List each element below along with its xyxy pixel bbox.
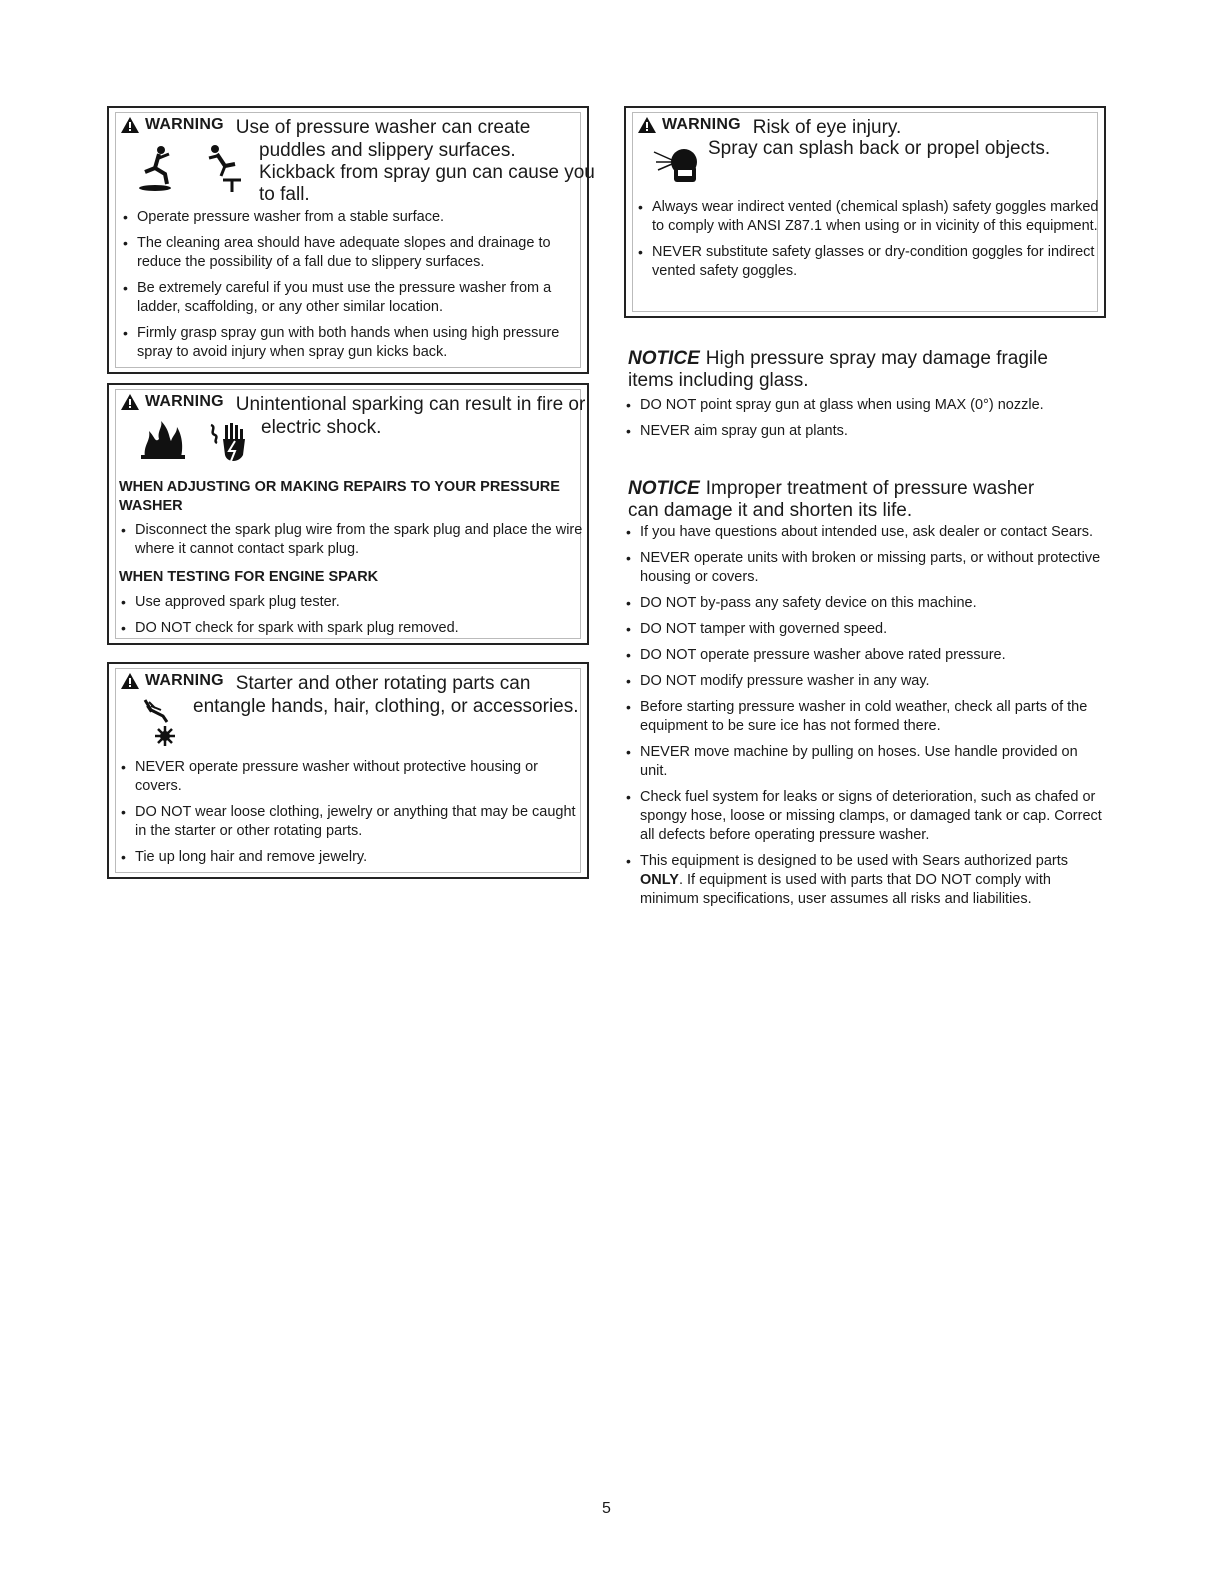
warning-title-line1: Use of pressure washer can create (235, 117, 531, 138)
list-item: • Use approved spark plug tester. (119, 593, 583, 612)
list-item: • DO NOT wear loose clothing, jewelry or anything that may be caught in the starter or other rotating parts. (119, 803, 583, 841)
list-item: • DO NOT point spray gun at glass when using MAX (0°) nozzle. (624, 396, 1102, 415)
slip-hazard-icon (137, 144, 183, 192)
warning-header (121, 393, 585, 416)
emphasis-only: ONLY (640, 872, 679, 888)
section-heading-spark: WHEN TESTING FOR ENGINE SPARK (119, 569, 379, 585)
list-item: • DO NOT operate pressure washer above rated pressure. (624, 646, 1108, 665)
list-item: • NEVER operate units with broken or missing parts, or without protective housing or covers. (624, 549, 1108, 587)
fall-hazard-icon (201, 144, 243, 192)
list-item: • The cleaning area should have adequate slopes and drainage to reduce the possibility of a fall due to slippery surfaces. (121, 234, 583, 272)
list-item: • NEVER operate pressure washer without protective housing or covers. (119, 758, 583, 796)
warning-box-rotating (107, 662, 589, 879)
list-item: • NEVER move machine by pulling on hoses. Use handle provided on unit. (624, 743, 1108, 781)
warning-triangle-icon (121, 394, 139, 410)
electric-shock-icon (207, 421, 247, 465)
warning-label: WARNING (145, 393, 224, 410)
notice-label: NOTICE (628, 478, 700, 499)
list-item: • DO NOT tamper with governed speed. (624, 620, 1108, 639)
warning-title-line1: Starter and other rotating parts can (235, 673, 531, 694)
list-item: • This equipment is designed to be used with Sears authorized parts ONLY. If equipment is used with parts that DO NOT comply with minimum specifications, user assumes all risks and liabilities. (624, 852, 1108, 909)
list-item: • Disconnect the spark plug wire from the spark plug and place the wire where it cannot contact spark plug. (119, 521, 583, 559)
list-item: • If you have questions about intended use, ask dealer or contact Sears. (624, 523, 1108, 542)
list-item: • Tie up long hair and remove jewelry. (119, 848, 583, 867)
list-item: • Always wear indirect vented (chemical splash) safety goggles marked to comply with ANSI Z87.1 when using or in vicinity of this equipment. (636, 198, 1100, 236)
warning-title-line2: puddles and slippery surfaces. (259, 140, 516, 161)
notice-bullets-treatment (624, 523, 1108, 916)
notice-text: Improper treatment of pressure washer can damage it and shorten its life. (628, 478, 1035, 521)
list-item: • Operate pressure washer from a stable surface. (121, 208, 583, 227)
list-item: • Firmly grasp spray gun with both hands when using high pressure spray to avoid injury when spray gun kicks back. (121, 324, 583, 362)
warning-title-line4: to fall. (259, 184, 310, 205)
warning-label: WARNING (145, 116, 224, 133)
list-item: • DO NOT modify pressure washer in any way. (624, 672, 1108, 691)
list-item: • Be extremely careful if you must use the pressure washer from a ladder, scaffolding, or any other similar location. (121, 279, 583, 317)
page-number: 5 (602, 1500, 611, 1517)
list-item: • Check fuel system for leaks or signs of deterioration, such as chafed or spongy hose, loose or missing clamps, or damaged tank or cap. Correct all defects before operating pressure washer. (624, 788, 1108, 845)
warning-triangle-icon (638, 117, 656, 133)
warning-header (121, 116, 530, 139)
warning-label: WARNING (145, 672, 224, 689)
list-item: • Before starting pressure washer in cold weather, check all parts of the equipment to be sure ice has not formed there. (624, 698, 1108, 736)
warning-title-line1: Risk of eye injury. (752, 117, 902, 138)
list-item: • NEVER aim spray gun at plants. (624, 422, 1102, 441)
warning-box-slip (107, 106, 595, 374)
warning-header (638, 116, 901, 139)
warning-bullets (121, 208, 583, 369)
list-item: • DO NOT by-pass any safety device on this machine. (624, 594, 1108, 613)
section-heading-repairs: WHEN ADJUSTING OR MAKING REPAIRS TO YOUR PRESSURE WASHER (119, 479, 560, 514)
warning-triangle-icon (121, 673, 139, 689)
warning-bullets (119, 758, 583, 874)
list-item: • NEVER substitute safety glasses or dry-condition goggles for indirect vented safety goggles. (636, 243, 1100, 281)
warning-title-line2: entangle hands, hair, clothing, or accessories. (193, 696, 579, 717)
warning-title-line2: electric shock. (261, 417, 382, 438)
warning-header (121, 672, 530, 695)
warning-bullets-repairs (119, 521, 583, 566)
warning-label: WARNING (662, 116, 741, 133)
notice-fragile (628, 348, 1088, 392)
warning-box-spark (107, 383, 589, 645)
notice-bullets-fragile (624, 396, 1102, 448)
warning-triangle-icon (121, 117, 139, 133)
list-item: • DO NOT check for spark with spark plug removed. (119, 619, 583, 638)
warning-box-eye (624, 106, 1106, 318)
warning-title-line2: Spray can splash back or propel objects. (708, 138, 1051, 159)
warning-title-line3: Kickback from spray gun can cause you (259, 162, 595, 183)
eye-injury-icon (652, 142, 698, 186)
warning-title-line1: Unintentional sparking can result in fire or (235, 394, 586, 415)
notice-treatment (628, 478, 1068, 522)
entanglement-icon (141, 698, 183, 748)
notice-text: High pressure spray may damage fragile items including glass. (628, 348, 1048, 391)
fire-icon (141, 421, 185, 459)
warning-bullets-spark (119, 593, 583, 645)
warning-bullets (636, 198, 1100, 288)
notice-label: NOTICE (628, 348, 700, 369)
